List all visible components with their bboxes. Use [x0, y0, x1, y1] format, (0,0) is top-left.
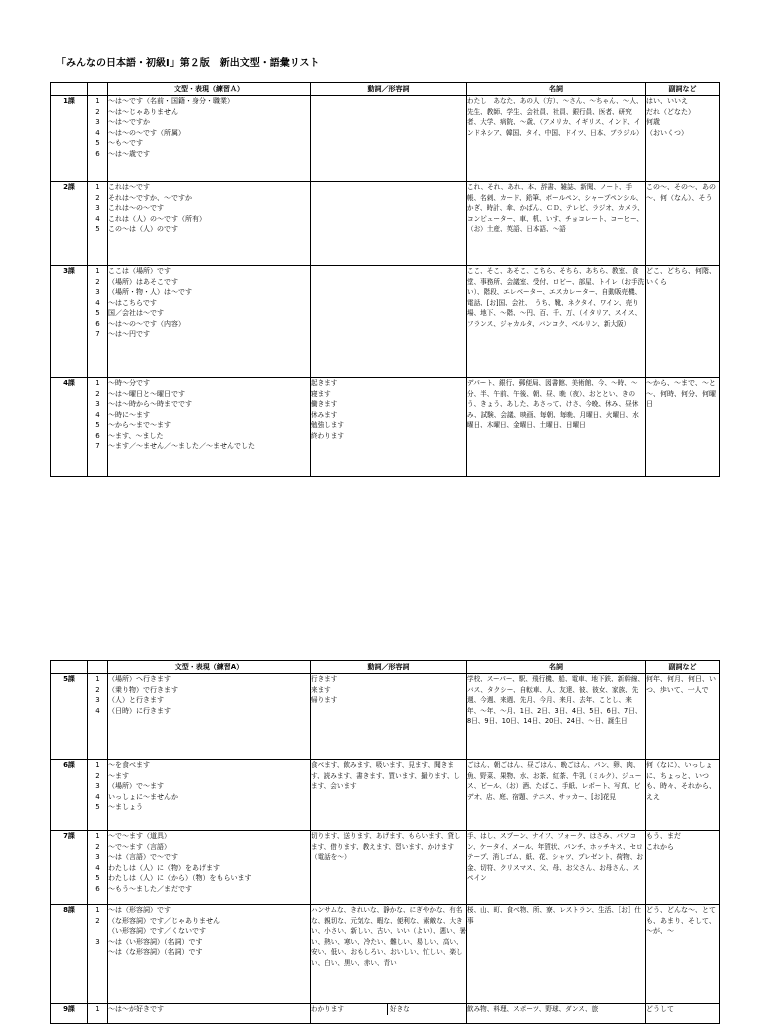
- pattern-item: ～は～が好きです: [108, 1005, 164, 1013]
- header-verbs: 動詞／形容詞: [311, 661, 467, 674]
- header-adverbs: 副詞など: [646, 661, 720, 674]
- pattern-item: ～ます: [108, 771, 129, 780]
- noun-list: ごはん、朝ごはん、昼ごはん、晩ごはん、パン、卵、肉、魚、野菜、果物、水、お茶、紅茶、牛乳（ミルク）、ジュース、ビール、（お）酒、たばこ、手紙、レポート、写真、ビデオ、店、庭、宿題、テニス、サッカー、[お]花見: [467, 760, 646, 831]
- pattern-list: [108, 905, 311, 1004]
- pattern-numbers: 1: [88, 1004, 108, 1024]
- lesson-row: [51, 266, 720, 378]
- pattern-item: 国／会社は～です: [108, 309, 164, 317]
- verb-list: 切ります、送ります、あげます、もらいます、貸します、借ります、教えます、習います、かけます（電話を～）: [311, 831, 467, 905]
- verb-list: 食べます、飲みます、吸います、見ます、聞きます、読みます、書きます、買います、撮ります、します、会います: [311, 760, 467, 831]
- pattern-list: [108, 378, 311, 477]
- pattern-item: ～を食べます: [108, 761, 150, 769]
- pattern-item: いっしょに～ませんか: [108, 792, 178, 801]
- pattern-numbers: 1 2 3 4 5 6: [88, 96, 108, 182]
- header-lesson: [51, 83, 88, 96]
- adverb-list: どうして: [646, 1004, 720, 1024]
- header-number: [88, 661, 108, 674]
- pattern-item: わたしは（人）に（から）（物）をもらいます: [108, 874, 252, 882]
- header-adverbs: 副詞など: [646, 83, 720, 96]
- pattern-item: それは～ですか、～ですか: [108, 193, 192, 202]
- table-header-row: [51, 661, 720, 674]
- pattern-item: （場所）はあそこです: [108, 277, 178, 286]
- pattern-item: ～は～の～です（所属）: [108, 128, 185, 137]
- pattern-item: ～から～まで～ます: [108, 421, 171, 429]
- pattern-list: [108, 266, 311, 378]
- pattern-numbers: 1 2 3 4 5 6: [88, 831, 108, 905]
- verb-list: 行きます 来ます 帰ります: [311, 674, 467, 760]
- pattern-item: （場所・物・人）は～です: [108, 288, 192, 296]
- verb-list: [311, 266, 467, 378]
- pattern-item: ～は～時から～時までです: [108, 400, 192, 408]
- pattern-list: [108, 674, 311, 760]
- pattern-numbers: 1 2 3: [88, 905, 108, 1004]
- verb-list: [311, 182, 467, 266]
- pattern-list: [108, 182, 311, 266]
- lesson-label: 2課: [51, 182, 88, 266]
- adverb-list: はい、いいえ だれ（どなた） 何歳 （おいくつ）: [646, 96, 720, 182]
- lesson-label: 6課: [51, 760, 88, 831]
- noun-list: 桜、山、町、食べ物、所、寮、レストラン、生活、［お］仕事: [467, 905, 646, 1004]
- adverb-list: もう、まだ これから: [646, 831, 720, 905]
- pattern-item: ～は～歳です: [108, 149, 150, 158]
- pattern-item: （場所）で～ます: [108, 782, 164, 790]
- pattern-item: （日時）に行きます: [108, 706, 171, 715]
- noun-list: 学校、スーパー、駅、飛行機、船、電車、地下鉄、新幹線、バス、タクシー、自転車、人、友達、彼、彼女、家族、先週、今週、来週、先月、今月、来月、去年、ことし、来年、～年、～月、1日、2日、3日、4日、5日、6日、7日、8日、9日、10日、14日、20日、24日、～日、誕生日: [467, 674, 646, 760]
- pattern-item: ～で～ます（言語）: [108, 842, 171, 851]
- adverb-list: どこ、どちら、何階、いくら: [646, 266, 720, 378]
- pattern-numbers: 1 2 3 4 5 6 7: [88, 266, 108, 378]
- pattern-numbers: 1 2 3 4: [88, 674, 108, 760]
- pattern-numbers: 1 2 3 4 5: [88, 760, 108, 831]
- pattern-numbers: 1 2 3 4 5 6 7: [88, 378, 108, 477]
- header-pattern: 文型・表現（練習A）: [108, 661, 311, 674]
- pattern-item: これは～です: [108, 183, 150, 191]
- header-nouns: 名詞: [467, 83, 646, 96]
- pattern-item: ～で～ます（道具）: [108, 832, 171, 840]
- pattern-item: ～は（な形容詞）（名詞）です: [108, 948, 203, 956]
- adverb-list: どう、どんな～、とても、あまり、そして、～が、～: [646, 905, 720, 1004]
- lesson-label: 7課: [51, 831, 88, 905]
- vocab-table-1: [50, 82, 720, 477]
- pattern-item: わたしは（人）に（物）をあげます: [108, 863, 220, 872]
- pattern-item: ～ます／～ません／～ました／～ませんでした: [108, 442, 255, 450]
- pattern-numbers: 1 2 3 4 5: [88, 182, 108, 266]
- header-nouns: 名詞: [467, 661, 646, 674]
- noun-list: 飲み物、料理、スポーツ、野球、ダンス、旅: [467, 1004, 646, 1024]
- pattern-item: ～ましょう: [108, 803, 143, 811]
- pattern-item: ～もう～ました／まだです: [108, 884, 192, 893]
- lesson-row: [51, 674, 720, 760]
- verb-list: わかります 好きな: [311, 1004, 467, 1024]
- header-lesson: [51, 661, 88, 674]
- pattern-item: ～は～円です: [108, 330, 150, 338]
- pattern-item: ～時～分です: [108, 379, 150, 387]
- header-number: [88, 83, 108, 96]
- header-pattern: 文型・表現（練習Ａ）: [108, 83, 311, 96]
- lesson-label: 9課: [51, 1004, 88, 1024]
- lesson-row: [51, 831, 720, 905]
- lesson-row: [51, 96, 720, 182]
- pattern-list: [108, 760, 311, 831]
- lesson-label: 3課: [51, 266, 88, 378]
- lesson-row: [51, 760, 720, 831]
- pattern-item: ～は（形容詞）です: [108, 906, 171, 914]
- lesson-label: 1課: [51, 96, 88, 182]
- pattern-item: これは～の～です: [108, 204, 164, 212]
- lesson-label: 4課: [51, 378, 88, 477]
- lesson-row: [51, 378, 720, 477]
- pattern-item: ～時に～ます: [108, 410, 150, 419]
- pattern-list: [108, 831, 311, 905]
- noun-list: わたし あなた、あの人（方）、～さん、～ちゃん、～人、先生、教師、学生、会社員、社員、銀行員、医者、研究者、大学、病院、～歳、（アメリカ、イギリス、インド、インドネシア、韓国、タイ、中国、ドイツ、日本、ブラジル）: [467, 96, 646, 182]
- pattern-item: ～はこちらです: [108, 298, 157, 307]
- document-title: 「みんなの日本語・初級Ⅰ」第２版 新出文型・語彙リスト: [56, 58, 320, 69]
- header-verbs: 動詞／形容詞: [311, 83, 467, 96]
- pattern-list: [108, 1004, 311, 1024]
- adverb-list: 何年、何月、何日、いつ、歩いて、一人で: [646, 674, 720, 760]
- pattern-item: ～は（言語）で～です: [108, 853, 178, 861]
- table-header-row: [51, 83, 720, 96]
- verb-list: [311, 96, 467, 182]
- pattern-item: ～は～じゃありません: [108, 107, 178, 116]
- adverb-list: この～、その～、あの～、何（なん）、そう: [646, 182, 720, 266]
- noun-list: デパート、銀行、郵便局、図書館、美術館、今、～時、～分、半、午前、午後、朝、昼、晩（夜）、おととい、きのう、きょう、あした、あさって、けさ、今晩、休み、昼休み、試験、会議、映画、毎朝、毎晩、月曜日、火曜日、水曜日、木曜日、金曜日、土曜日、日曜日: [467, 378, 646, 477]
- verb-list: ハンサムな、きれいな、静かな、にぎやかな、有名な、親切な、元気な、暇な、便利な、素敵な、大きい、小さい、新しい、古い、いい（よい）、悪い、暑い、熱い、寒い、冷たい、難しい、易しい、高い、安い、低い、おもしろい、おいしい、忙しい、楽しい、白い、黒い、赤い、青い: [311, 905, 467, 1004]
- pattern-item: （な形容詞）です／じゃありません: [108, 916, 220, 925]
- pattern-item: ～は～です（名前・国籍・身分・職業）: [108, 97, 234, 105]
- noun-list: ここ、そこ、あそこ、こちら、そちら、あちら、教室、食堂、事務所、会議室、受付、ロビー、部屋、トイレ（お手洗い）、階段、エレベーター、エスカレーター、自動販売機、電話、[お]国、会社、 うち、靴、ネクタイ、ワイン、売り場、地下、～階、～円、百、千、万、（イタリア、スイス、フランス、ジャカルタ、バンコク、ベルリン、新大阪）: [467, 266, 646, 378]
- noun-list: これ、それ、あれ、本、辞書、雑誌、新聞、ノート、手帳、名刺、カード、鉛筆、ボールペン、シャープペンシル、かぎ、時計、傘、かばん、ＣＤ、テレビ、ラジオ、カメラ、コンピューター、車、机、いす、チョコレート、コーヒー、 （お）土産、英語、日本語、～語: [467, 182, 646, 266]
- vocab-table-2: [50, 660, 720, 1024]
- lesson-row: [51, 1004, 720, 1024]
- pattern-item: ～は～ですか: [108, 118, 150, 126]
- pattern-item: ～ます、～ました: [108, 431, 164, 440]
- pattern-item: この～は（人）のです: [108, 225, 178, 233]
- pattern-item: （い形容詞）です／くないです: [108, 927, 206, 935]
- pattern-item: ～は～の～です（内容）: [108, 319, 185, 328]
- adverb-list: 何（なに）、いっしょに、ちょっと、いつも、時々、それから、ええ: [646, 760, 720, 831]
- noun-list: 手、はし、スプーン、ナイフ、フォーク、はさみ、パソコン、ケータイ、メール、年賀状、パンチ、ホッチキス、セロテープ、消しゴム、紙、花、シャツ、プレゼント、荷物、お金、切符、クリスマス、父、母、お父さん、お母さん、スペイン: [467, 831, 646, 905]
- pattern-item: （人）と行きます: [108, 696, 164, 704]
- pattern-item: （場所）へ行きます: [108, 675, 171, 683]
- lesson-label: 5課: [51, 674, 88, 760]
- pattern-item: ここは（場所）です: [108, 267, 171, 275]
- pattern-item: ～は～曜日と～曜日です: [108, 389, 185, 398]
- pattern-item: ～も～です: [108, 139, 143, 147]
- pattern-item: （乗り物）で行きます: [108, 685, 178, 694]
- verb-list: 起きます 寝ます 働きます 休みます 勉強します 終わります: [311, 378, 467, 477]
- pattern-list: [108, 96, 311, 182]
- lesson-label: 8課: [51, 905, 88, 1004]
- lesson-row: [51, 905, 720, 1004]
- pattern-item: これは（人）の～です（所有）: [108, 214, 206, 223]
- adverb-list: ～から、～まで、～と～、何時、何分、何曜日: [646, 378, 720, 477]
- lesson-row: [51, 182, 720, 266]
- pattern-item: ～は（い形容詞）（名詞）です: [108, 937, 203, 946]
